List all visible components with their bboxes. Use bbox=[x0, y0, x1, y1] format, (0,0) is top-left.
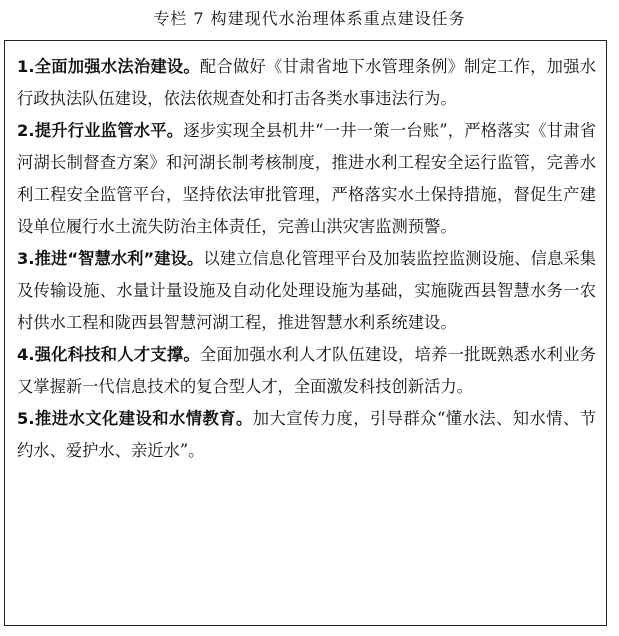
task-item-4-body: 全面加强水利人才队伍建设，培养一批既熟悉水利业务又掌握新一代信息技术的复合型人才，全面激发科技创新活力。 bbox=[17, 345, 596, 396]
task-item-1-body: 配合做好《甘肃省地下水管理条例》制定工作，加强水行政执法队伍建设，依法依规查处和打击各类水事违法行为。 bbox=[17, 57, 596, 108]
task-item-5 bbox=[17, 403, 596, 467]
task-item-1-heading: 1.全面加强水法治建设。 bbox=[17, 57, 200, 76]
task-box bbox=[4, 40, 607, 626]
task-item-4 bbox=[17, 339, 596, 403]
task-item-4-heading: 4.强化科技和人才支撑。 bbox=[17, 345, 200, 364]
task-item-2 bbox=[17, 115, 596, 243]
task-item-3-body: 以建立信息化管理平台及加装监控监测设施、信息采集及传输设施、水量计量设施及自动化处理设施为基础，实施陇西县智慧水务一农村供水工程和陇西县智慧河湖工程，推进智慧水利系统建设。 bbox=[17, 249, 596, 332]
task-item-5-body: 加大宣传力度，引导群众“懂水法、知水情、节约水、爱护水、亲近水”。 bbox=[17, 409, 597, 460]
page-title: 专栏 7 构建现代水治理体系重点建设任务 bbox=[153, 9, 466, 28]
task-item-3-heading: 3.推进“智慧水利”建设。 bbox=[17, 249, 204, 268]
task-item-1 bbox=[17, 51, 596, 115]
task-item-3 bbox=[17, 243, 596, 339]
task-item-2-heading: 2.提升行业监管水平。 bbox=[17, 121, 184, 140]
task-item-5-heading: 5.推进水文化建设和水情教育。 bbox=[17, 409, 253, 428]
task-item-2-body: 逐步实现全县机井“一井一策一台账”，严格落实《甘肃省河湖长制督查方案》和河湖长制考核制度，推进水利工程安全运行监管，完善水利工程安全监管平台，坚持依法审批管理，严格落实水土保持措施，督促生产建设单位履行水土流失防治主体责任，完善山洪灾害监测预警。 bbox=[17, 121, 596, 236]
